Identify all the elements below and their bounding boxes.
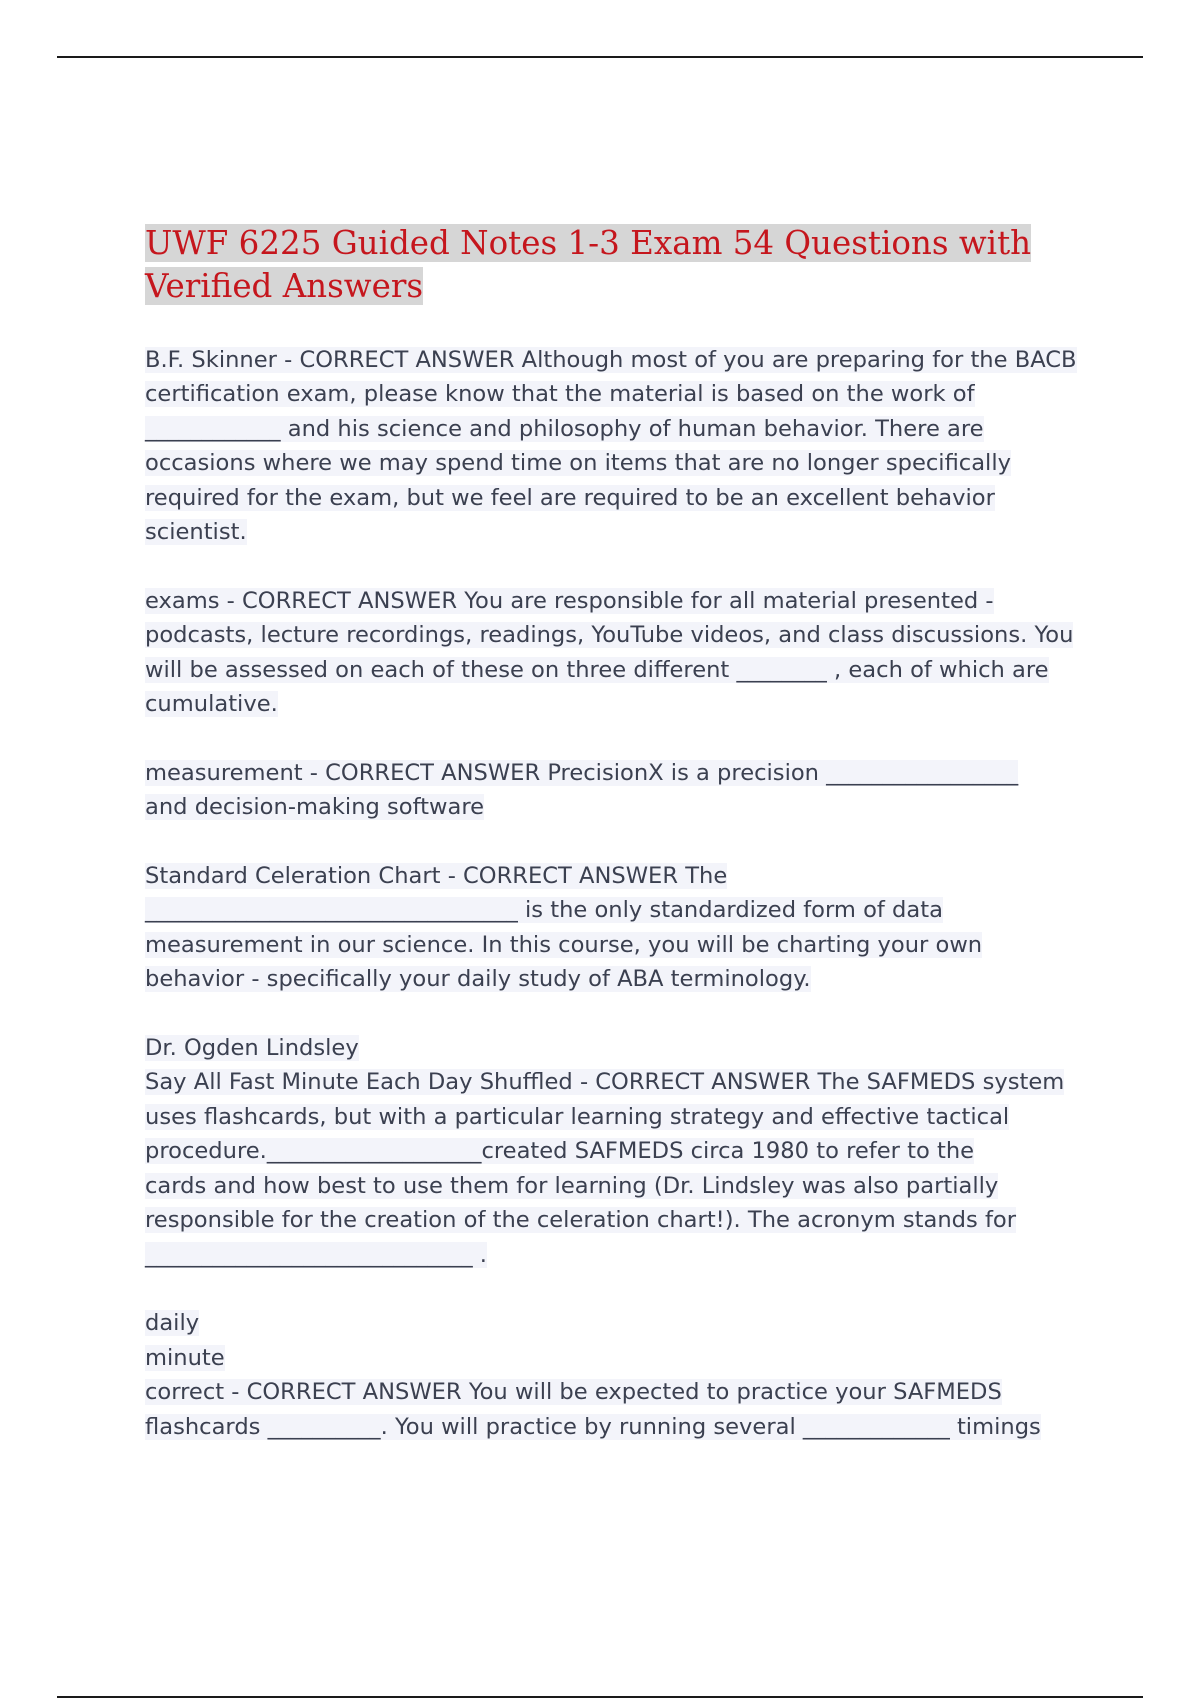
qa-text-line: occasions where we may spend time on items that are no longer specifically — [145, 450, 1011, 477]
qa-text-line: Say All Fast Minute Each Day Shuffled - CORRECT ANSWER The SAFMEDS system — [145, 1069, 1065, 1096]
title-line: Verified Answers — [145, 267, 424, 305]
page-bottom-rule — [57, 1696, 1143, 1698]
page-top-rule — [57, 56, 1143, 58]
qa-text-line: cumulative. — [145, 691, 278, 718]
qa-entry-bf-skinner — [145, 343, 1100, 549]
qa-entry-daily-minute-correct — [145, 1306, 1100, 1444]
qa-text-line: exams - CORRECT ANSWER You are responsible for all material presented - — [145, 587, 994, 614]
qa-text-line: cards and how best to use them for learning (Dr. Lindsley was also partially — [145, 1172, 999, 1199]
qa-text-line: daily — [145, 1310, 200, 1337]
qa-text-line: procedure.___________________created SAFMEDS circa 1980 to refer to the — [145, 1138, 975, 1165]
qa-list — [145, 343, 1100, 1478]
qa-text-line: correct - CORRECT ANSWER You will be expected to practice your SAFMEDS — [145, 1379, 1002, 1406]
qa-text-line: measurement - CORRECT ANSWER PrecisionX is a precision _________________ — [145, 759, 1019, 786]
qa-text-line: responsible for the creation of the celeration chart!). The acronym stands for — [145, 1207, 1017, 1234]
qa-text-line: Dr. Ogden Lindsley — [145, 1035, 359, 1062]
qa-text-line: _________________________________ is the only standardized form of data — [145, 897, 943, 924]
qa-entry-exams — [145, 584, 1100, 722]
document-title — [145, 222, 1105, 308]
qa-entry-standard-celeration-chart — [145, 859, 1100, 997]
qa-entry-safmeds — [145, 1031, 1100, 1272]
qa-text-line: ____________ and his science and philosophy of human behavior. There are — [145, 415, 984, 442]
qa-text-line: Standard Celeration Chart - CORRECT ANSWER The — [145, 863, 728, 890]
qa-text-line: measurement in our science. In this course, you will be charting your own — [145, 931, 983, 958]
qa-text-line: scientist. — [145, 519, 247, 546]
qa-text-line: podcasts, lecture recordings, readings, YouTube videos, and class discussions. You — [145, 622, 1074, 649]
qa-text-line: _____________________________ . — [145, 1241, 487, 1268]
qa-text-line: behavior - specifically your daily study of ABA terminology. — [145, 966, 811, 993]
qa-text-line: required for the exam, but we feel are required to be an excellent behavior — [145, 484, 995, 511]
qa-text-line: uses flashcards, but with a particular learning strategy and effective tactical — [145, 1103, 1010, 1130]
qa-text-line: and decision-making software — [145, 794, 485, 821]
title-line: UWF 6225 Guided Notes 1-3 Exam 54 Questions with — [145, 224, 1032, 262]
qa-text-line: certification exam, please know that the material is based on the work of — [145, 381, 975, 408]
qa-entry-measurement — [145, 756, 1100, 825]
qa-text-line: flashcards __________. You will practice by running several _____________ timings — [145, 1413, 1041, 1440]
qa-text-line: will be assessed on each of these on three different ________ , each of which are — [145, 656, 1049, 683]
qa-text-line: minute — [145, 1344, 225, 1371]
qa-text-line: B.F. Skinner - CORRECT ANSWER Although most of you are preparing for the BACB — [145, 347, 1077, 373]
